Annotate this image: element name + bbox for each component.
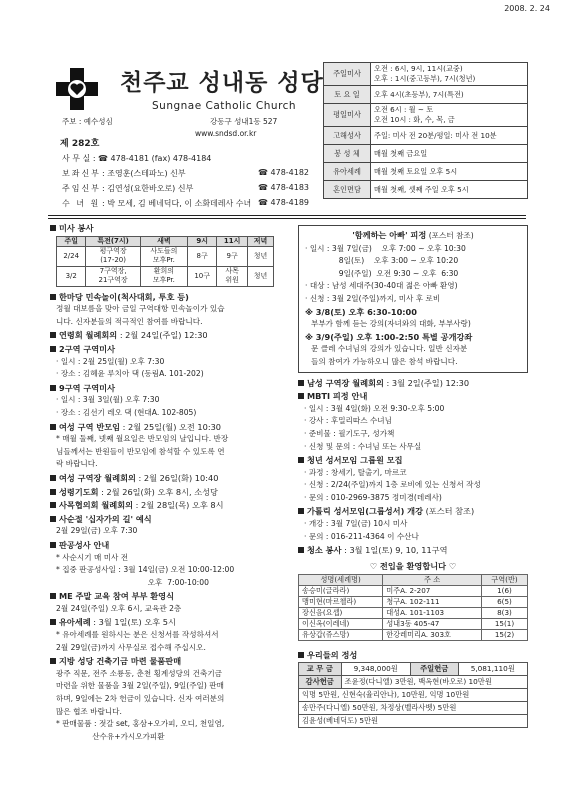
section-heading: 우리들의 정성 (298, 649, 528, 662)
notice-heading (50, 655, 278, 668)
notice-line: 2월 29일(금) 오후 7:30 (56, 526, 138, 536)
bullet-square-icon (298, 508, 304, 514)
newcomer-cell: 청구A. 102-111 (383, 597, 482, 608)
mass-time-key: 주일미사 (324, 63, 371, 86)
notice-line: 광주 직문, 전주 소룡동, 춘천 횡계성당의 건축기금 (56, 668, 223, 678)
bullet-square-icon (298, 652, 304, 658)
left-sections (50, 291, 278, 744)
newcomer-cell: 미주A. 2-207 (383, 586, 482, 597)
newcomer-cell: 성내3동 405-47 (383, 619, 482, 630)
section-heading: 미사 봉사 (50, 222, 278, 235)
notice-item (50, 513, 278, 538)
right-sections (298, 377, 528, 557)
clergy-name: : 박 모세, 김 베네딕다, 이 소화데레사 수녀 (102, 199, 252, 208)
notice-line: · 신청 : 2/24(주일)까지 1층 로비에 있는 신청서 작성 (304, 480, 481, 490)
newcomer-cell: 유상갑(쥬스망) (299, 630, 383, 641)
bullet-square-icon (50, 385, 56, 391)
service-col-header: 9시 (187, 236, 216, 246)
bulletin-date: 2008. 2. 24 (504, 4, 550, 13)
notice-heading (298, 505, 528, 518)
newcomer-cell: 6(5) (481, 597, 527, 608)
church-website[interactable]: www.sndsd.or.kr (195, 129, 257, 138)
church-address: 강동구 성내1동 527 (210, 117, 278, 126)
header-divider (48, 215, 526, 216)
newcomer-cell: 15(1) (481, 619, 527, 630)
clergy-row (62, 168, 186, 179)
notice-tail: : 2월 28일(목) 오후 8시 (133, 500, 224, 511)
notice-line: · 일시 : 3월 3일(월) 오후 7:30 (56, 395, 160, 405)
bullet-square-icon (50, 542, 56, 548)
father-school-line: · 대상 : 남성 세대주(30-40대 젊은 아빠 환영) (305, 281, 458, 291)
service-cell: 10구 (187, 266, 216, 286)
notice-line: 마련을 위한 물품을 3월 2일(주일), 9일(주일) 판매 (56, 681, 224, 691)
table-row (299, 608, 528, 619)
newcomer-cell: 15(2) (481, 630, 527, 641)
notice-heading (50, 343, 278, 356)
table-row (299, 575, 528, 586)
bullet-square-icon (298, 393, 304, 399)
notice-title: 여성 구역장 월례회의 (59, 472, 136, 483)
notice-tail: : 3월 1일(토) 오후 5시 (90, 617, 176, 628)
bullet-square-icon (50, 658, 56, 664)
notice-tail: : 2월 24일(주일) 12:30 (117, 330, 208, 341)
father-school-line: · 신청 : 3월 2일(주일)까지, 미사 후 로비 (305, 293, 441, 303)
clergy-name: : 김연성(요한바오로) 신부 (102, 184, 194, 193)
notice-title: ME 주말 교육 참여 부부 환영식 (59, 591, 174, 602)
offering-value: 5,081,110원 (458, 663, 527, 676)
father-school-sub1-text: 부부가 함께 듣는 강의(자녀와의 대화, 부부사랑) (311, 319, 471, 329)
notice-tail: : 2월 25일(월) 오전 10:30 (120, 421, 222, 432)
notice-tail: : 2월 26일(화) 오후 8시, 소성당 (98, 486, 218, 497)
newcomer-cell: 8(3) (481, 608, 527, 619)
notice-line: * 유아세례를 원하시는 분은 신청서를 작성하셔서 (56, 630, 219, 640)
notice-line: 2월 29일(금)까지 사무실로 접수해 주십시오. (56, 642, 206, 652)
service-cell: 3/2 (57, 266, 86, 286)
newcomer-cell: 장신음(요셉) (299, 608, 383, 619)
mass-time-key: 고해성사 (324, 127, 371, 145)
notice-tail: : 3월 2일(주일) 12:30 (383, 377, 470, 388)
notice-line: 2월 24일(주일) 오후 6시, 교육관 2층 (56, 603, 182, 613)
notice-line: · 일시 : 2월 25일(월) 오후 7:30 (56, 356, 165, 366)
mass-time-value: 오전 6시 : 월 ~ 토 (374, 105, 434, 114)
notice-title: 유아세례 (59, 617, 91, 628)
mass-time-value: 매월 첫째, 셋째 주일 오후 5시 (371, 181, 528, 199)
bullet-square-icon (50, 593, 56, 599)
notice-heading (298, 544, 528, 557)
notice-item (50, 486, 278, 499)
header-divider (48, 218, 526, 219)
notice-tail: : 3월 1일(토) 9, 10, 11구역 (341, 545, 448, 556)
notice-title: 여성 구역 반모임 (59, 421, 121, 432)
notice-line: * 판매물품 : 젓갈 set, 홍삼+오가피, 오디, 천일염, (56, 719, 225, 729)
notice-line: · 장소 : 김선기 레오 댁 (현대A. 102-805) (56, 407, 197, 417)
notice-item (50, 382, 278, 420)
notice-heading (298, 390, 528, 403)
bullet-square-icon (50, 475, 56, 481)
bullet-square-icon (50, 294, 56, 300)
clergy-phone: ☎ 478-4189 (258, 198, 310, 207)
notice-heading (50, 590, 278, 603)
notice-item (298, 390, 528, 453)
notice-item (50, 343, 278, 381)
mass-time-value: 오전 : 6시, 9시, 11시(교중) (374, 64, 463, 73)
notice-heading (50, 291, 278, 304)
service-cell: 8구 (187, 247, 216, 267)
notice-item (50, 421, 278, 471)
notice-line: · 준비물 : 필기도구, 성가책 (304, 428, 395, 438)
newcomer-cell: 1(6) (481, 586, 527, 597)
notice-line: · 개강 : 3월 7일(금) 10시 미사 (304, 519, 408, 529)
mass-time-value: 매월 첫째 토요일 오후 5시 (371, 163, 528, 181)
newcomer-cell: 구역(반) (481, 575, 527, 586)
notice-tail: : 2월 26일(화) 10:40 (135, 472, 219, 483)
notice-item (50, 329, 278, 342)
church-logo-icon (56, 68, 98, 110)
notice-item (50, 499, 278, 512)
service-cell: 사목 위원 (217, 266, 248, 286)
clergy-name: : 조영훈(스테파노) 신부 (102, 169, 186, 178)
notice-heading (50, 539, 278, 552)
notice-title: 지방 성당 건축기금 마련 물품판매 (59, 656, 182, 667)
notice-line: · 장소 : 김혜윤 루치아 댁 (동림A. 101-202) (56, 369, 204, 379)
offering-key: 감사헌금 (299, 676, 342, 689)
mass-time-value: 주일: 미사 전 20분/평일: 미사 전 10분 (371, 127, 528, 145)
service-cell: 9구 (217, 247, 248, 267)
service-cell: 환희의 모후Pr. (140, 266, 187, 286)
table-row (299, 630, 528, 641)
notice-line: · 일시 : 3월 4일(화) 오전 9:30-오후 5:00 (304, 403, 445, 413)
bullet-square-icon (50, 502, 56, 508)
notice-item (298, 454, 528, 504)
newcomer-cell: 주 소 (383, 575, 482, 586)
bullet-square-icon (298, 380, 304, 386)
offering-key: 교 무 금 (299, 663, 342, 676)
service-cell: 7구역장, 21구역장 (86, 266, 140, 286)
notice-line: 오후 7:00-10:00 (56, 577, 209, 587)
left-column (50, 222, 278, 743)
offering-line: 김윤성(베네딕도) 5만원 (299, 715, 528, 728)
notice-line: * 집중 판공성사일 : 3월 14일(금) 오전 10:00-12:00 (56, 565, 235, 575)
service-cell: 청년 (247, 247, 273, 267)
office-phone: 사 무 실 : ☎ 478-4181 (fax) 478-4184 (62, 154, 212, 163)
offering-line: 송만주(다니엘) 50만원, 차정상(벨라사벳) 5만원 (299, 702, 528, 715)
notice-line: · 강사 : 후밀리따스 수녀님 (304, 416, 392, 426)
mass-time-value: 오후 : 1시(중고등부), 7시(청년) (374, 74, 476, 83)
father-school-lines (305, 243, 521, 306)
service-cell: 청년 (247, 266, 273, 286)
notice-line: 님들께서는 반원들이 반모임에 참석할 수 있도록 연 (56, 446, 225, 456)
clergy-row (62, 183, 193, 194)
notice-line: · 과정 : 창세기, 탈출기, 마르코 (304, 467, 407, 477)
newcomers-table (298, 574, 528, 641)
newcomer-cell: 송승미(글라라) (299, 586, 383, 597)
issue-number: 제 282호 (60, 139, 100, 149)
clergy-role: 보좌신부 (62, 169, 101, 178)
father-school-sub2-text: 문 클레 수녀님의 강의가 있습니다. 일반 신자분 (311, 344, 468, 354)
notice-heading (50, 486, 278, 499)
notice-heading (298, 377, 528, 390)
bullet-square-icon (50, 489, 56, 495)
newcomer-cell: 성명(세례명) (299, 575, 383, 586)
offering-key: 주일헌금 (410, 663, 458, 676)
mass-time-value: 오후 4시(초등부), 7시(특전) (371, 86, 528, 104)
offering-line: 익명 5만원, 신현숙(율리안나), 10만원, 익명 10만원 (299, 689, 528, 702)
bullet-square-icon (50, 225, 56, 231)
father-school-sub2: ※ 3/9(주일) 오후 1:00-2:50 특별 공개강좌 (305, 331, 473, 342)
notice-title: 사순절 '십자가의 길' 예식 (59, 513, 152, 524)
notice-line: · 문의 : 016-211-4364 이 수산나 (304, 531, 419, 541)
mass-time-value: 오전 10시 : 화, 수, 목, 금 (374, 115, 455, 124)
notice-title: 한마당 민속놀이(척사대회, 투호 등) (59, 291, 189, 302)
right-column (298, 225, 528, 728)
service-col-header: 주일 (57, 236, 86, 246)
notice-item (50, 590, 278, 615)
notice-title: 연령회 월례회의 (59, 330, 118, 341)
newcomers-title: ♡ 전입을 환영합니다 ♡ (369, 560, 457, 571)
clergy-phone: ☎ 478-4182 (258, 168, 310, 177)
clergy-phone: ☎ 478-4183 (258, 183, 310, 192)
bullet-square-icon (50, 619, 56, 625)
newcomer-cell: 맹미현(마르첼라) (299, 597, 383, 608)
clergy-role: 수 녀 원 (62, 199, 101, 208)
father-school-sub1: ※ 3/8(토) 오후 6:30-10:00 (305, 306, 417, 317)
newcomer-cell: 한강레미리A. 303호 (383, 630, 482, 641)
notice-title: 9구역 구역미사 (59, 382, 116, 393)
mass-time-value: 매월 첫째 금요일 (371, 145, 528, 163)
patron-label: 주보 : 예수성심 (62, 117, 113, 126)
bullet-square-icon (298, 457, 304, 463)
notice-item (50, 291, 278, 329)
notice-line: 락 바랍니다. (56, 459, 98, 469)
notice-heading (50, 382, 278, 395)
service-cell: 사도들의 모후Pr. (140, 247, 187, 267)
notice-heading (50, 513, 278, 526)
notice-item (298, 544, 528, 557)
table-row (57, 266, 274, 286)
notice-line: 산수유+가시오가피환 (56, 731, 165, 741)
notice-heading (298, 454, 528, 467)
notice-title: 남성 구역장 월례회의 (307, 377, 384, 388)
notice-line: 니다. 신자분들의 적극적인 참여를 바랍니다. (56, 316, 203, 326)
notice-item (298, 377, 528, 390)
notice-line: · 문의 : 010-2969-3875 정미경(데레사) (304, 492, 442, 502)
father-school-title: '함께하는 아빠' 피정 (352, 230, 427, 240)
notice-title: 사목협의회 월례회의 (59, 500, 134, 511)
mass-time-key: 유아세례 (324, 163, 371, 181)
notice-title: 성령기도회 (59, 486, 99, 497)
service-col-header: 특전(7시) (86, 236, 140, 246)
notice-heading (50, 472, 278, 485)
notice-heading (50, 616, 278, 629)
father-school-note: (포스터 참조) (428, 231, 474, 240)
clergy-row (62, 198, 251, 209)
notice-heading (50, 421, 278, 434)
clergy-role: 주임신부 (62, 184, 101, 193)
bullet-square-icon (50, 346, 56, 352)
table-row (299, 586, 528, 597)
notice-line: * 매월 둘째, 넷째 월요일은 반모임의 날입니다. 반장 (56, 434, 229, 444)
notice-line: · 신청 및 문의 : 수녀님 또는 사무실 (304, 441, 422, 451)
notice-heading (50, 499, 278, 512)
notice-item (50, 472, 278, 485)
notice-item (50, 655, 278, 743)
notice-line: 하며, 9일에는 2차 헌금이 있습니다. 신자 여러분의 (56, 694, 225, 704)
notice-title: 청년 성서모임 그룹원 모집 (307, 455, 403, 466)
father-school-box (298, 225, 528, 373)
offering-value: 조윤정(다니엘) 3만원, 백옥현(바오로) 10만원 (341, 676, 527, 689)
service-col-header: 11시 (217, 236, 248, 246)
church-title: 천주교 성내동 성당 (120, 69, 324, 96)
church-subtitle: Sungnae Catholic Church (152, 100, 297, 112)
notice-title: 판공성사 안내 (59, 539, 110, 550)
mass-time-key: 평일미사 (324, 104, 371, 127)
mass-time-key: 토 요 일 (324, 86, 371, 104)
service-col-header: 새벽 (140, 236, 187, 246)
father-school-line: 8일(토) 오후 3:00 ~ 오후 10:20 (305, 256, 459, 266)
notice-tail: (포스터 참조) (423, 506, 475, 517)
mass-service-table (56, 236, 274, 287)
mass-time-key: 봉 성 체 (324, 145, 371, 163)
table-row (299, 597, 528, 608)
notice-line: 정월 대보름을 맞아 금일 구역대항 민속놀이가 있습 (56, 304, 225, 314)
newcomer-cell: 대성A. 101-1103 (383, 608, 482, 619)
service-col-header: 저녁 (247, 236, 273, 246)
offering-table (298, 662, 528, 728)
father-school-sub2-text: 들의 참여가 가능하오니 많은 참석 바랍니다. (311, 356, 458, 366)
bullet-square-icon (50, 516, 56, 522)
notice-line: 많은 협조 바랍니다. (56, 706, 122, 716)
mass-time-key: 혼인면담 (324, 181, 371, 199)
bullet-square-icon (298, 547, 304, 553)
notice-title: 청소 봉사 (307, 545, 342, 556)
notice-title: 가톨릭 성서모임(그룹성서) 개강 (307, 506, 424, 517)
newcomer-cell: 이신옥(이레네) (299, 619, 383, 630)
notice-line: * 사순시기 매 미사 전 (56, 552, 129, 562)
offering-value: 9,348,000원 (341, 663, 410, 676)
notice-title: MBTI 피정 안내 (307, 391, 368, 402)
service-cell: 평구역장 (17-20) (86, 247, 140, 267)
table-row (299, 619, 528, 630)
bullet-square-icon (50, 332, 56, 338)
father-school-line: · 일시 : 3월 7일(금) 오후 7:00 ~ 오후 10:30 (305, 243, 466, 253)
notice-heading (50, 329, 278, 342)
table-row (57, 247, 274, 267)
service-cell: 2/24 (57, 247, 86, 267)
mass-times-table (323, 62, 528, 199)
notice-item (50, 616, 278, 654)
notice-title: 2구역 구역미사 (59, 344, 116, 354)
notice-item (50, 539, 278, 589)
notice-item (298, 505, 528, 543)
bullet-square-icon (50, 424, 56, 430)
father-school-line: 9일(주일) 오전 9:30 ~ 오후 6:30 (305, 268, 459, 278)
